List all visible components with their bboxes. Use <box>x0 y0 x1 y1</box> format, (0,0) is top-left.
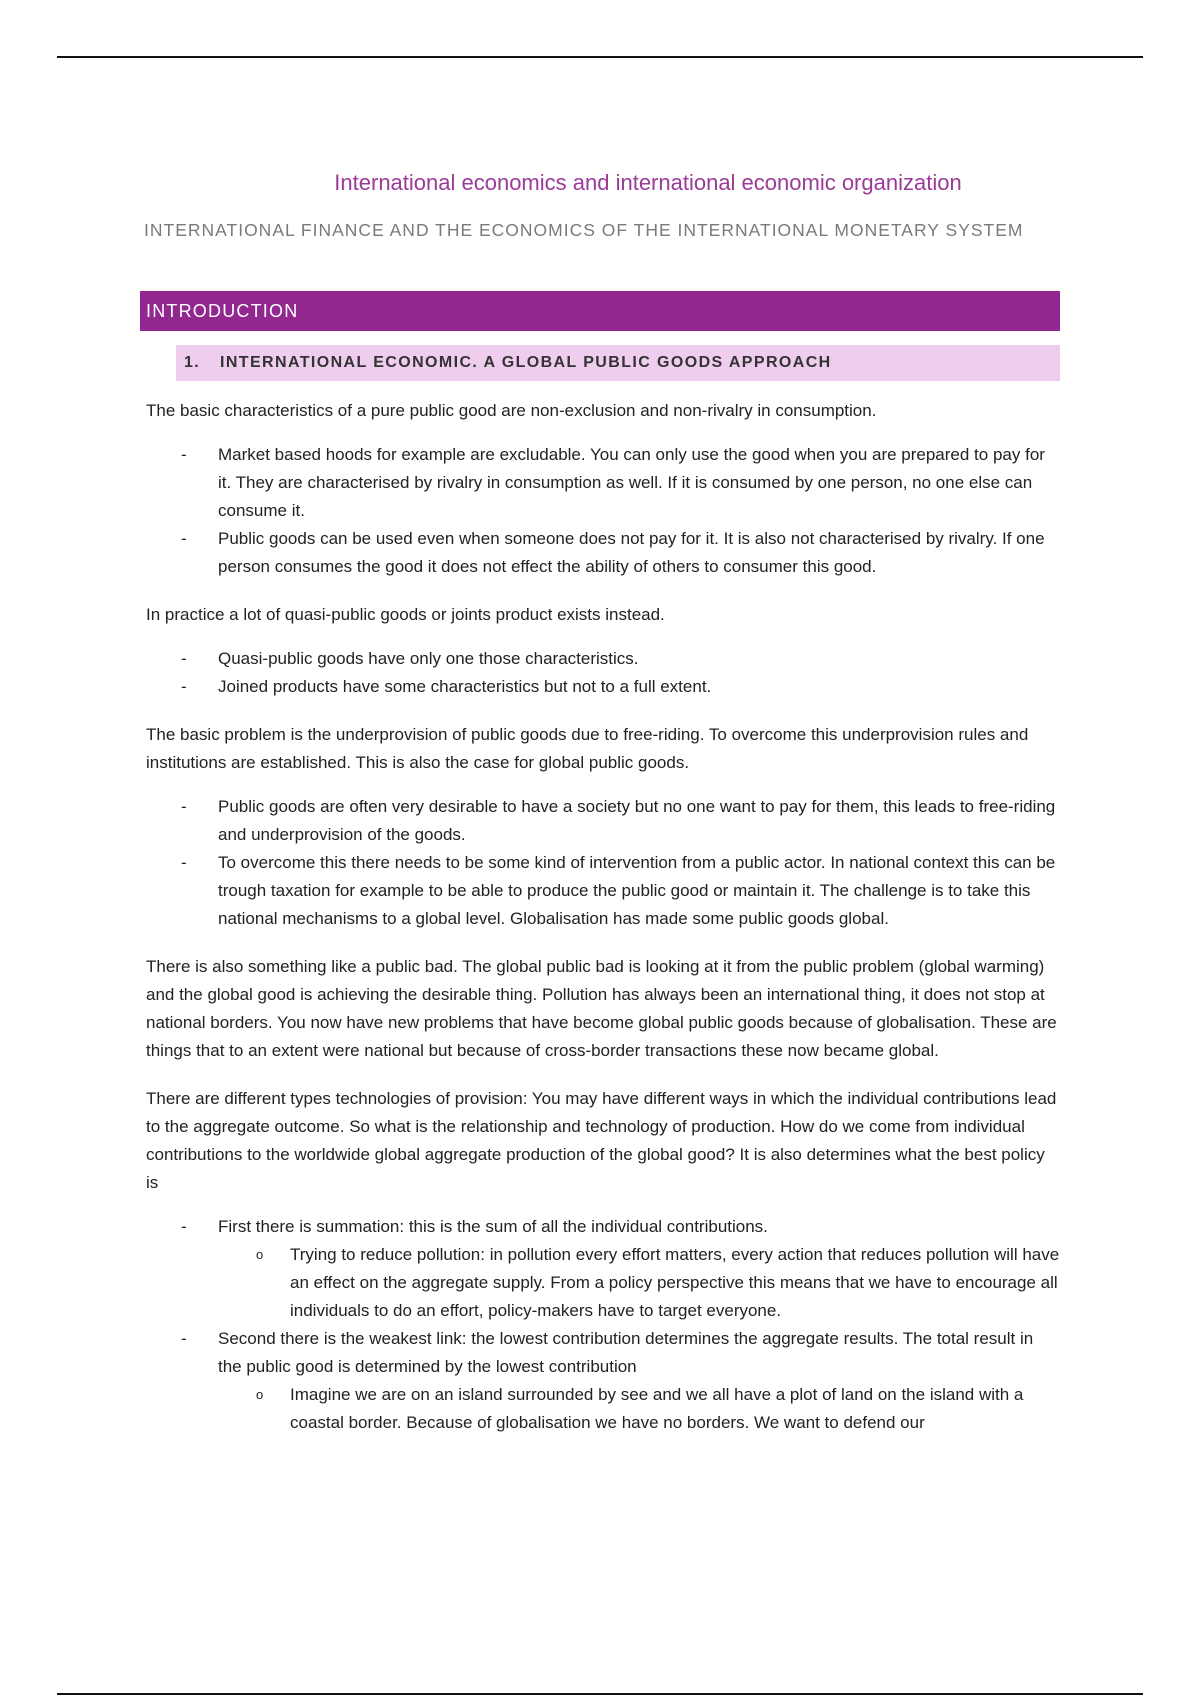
list-item: - Public goods can be used even when someone does not pay for it. It is also not characterised by rivalry. If one person consumes the good it does not effect the ability of others to consumer this good. <box>146 525 1060 581</box>
document-subtitle: INTERNATIONAL FINANCE AND THE ECONOMICS OF THE INTERNATIONAL MONETARY SYSTEM <box>144 220 1024 240</box>
sub-list <box>218 1381 1060 1437</box>
document-body <box>146 170 1060 1457</box>
bullet-list-4 <box>146 1213 1060 1437</box>
sub-list-item: o Trying to reduce pollution: in pollution every effort matters, every action that reduces pollution will have an effect on the aggregate supply. From a policy perspective this means that we have to encourage all individuals to do an effort, policy-makers have to target everyone. <box>218 1241 1060 1325</box>
heading-section-1 <box>176 345 1060 381</box>
paragraph-5: There are different types technologies of provision: You may have different ways in which the individual contributions lead to the aggregate outcome. So what is the relationship and technology of production. How do we come from individual contributions to the worldwide global aggregate production of the global good? It is also determines what the best policy is <box>146 1089 1057 1192</box>
sub-list <box>218 1241 1060 1325</box>
circle-marker: o <box>256 1247 264 1262</box>
document-title: International economics and international economic organization <box>334 170 962 195</box>
list-item: - Second there is the weakest link: the lowest contribution determines the aggregate results. The total result in the public good is determined by the lowest contribution o Imagine we are on an island surrounded by see and we all have a plot of land on the island with a coastal border. Because of globalisation we have no borders. We want to defend our <box>146 1325 1060 1437</box>
list-item: - Market based hoods for example are excludable. You can only use the good when you are prepared to pay for it. They are characterised by rivalry in consumption as well. If it is consumed by one person, no one else can consume it. <box>146 441 1060 525</box>
list-item: - Quasi-public goods have only one those characteristics. <box>146 645 1060 673</box>
heading-introduction: INTRODUCTION <box>140 291 1060 331</box>
section-title: INTERNATIONAL ECONOMIC. A GLOBAL PUBLIC GOODS APPROACH <box>220 354 832 371</box>
paragraph-4: There is also something like a public bad. The global public bad is looking at it from the public problem (global warming) and the global good is achieving the desirable thing. Pollution has always been an international thing, it does not stop at national borders. You now have new problems that have become global public goods because of globalisation. These are things that to an extent were national but because of cross-border transactions these now became global. <box>146 957 1057 1060</box>
bullet-list-1 <box>146 441 1060 581</box>
list-item: - First there is summation: this is the sum of all the individual contributions. o Trying to reduce pollution: in pollution every effort matters, every action that reduces pollution will have an effect on the aggregate supply. From a policy perspective this means that we have to encourage all individuals to do an effort, policy-makers have to target everyone. <box>146 1213 1060 1325</box>
dash-marker: - <box>181 677 187 696</box>
dash-marker: - <box>181 445 187 464</box>
paragraph-3: The basic problem is the underprovision of public goods due to free-riding. To overcome this underprovision rules and institutions are established. This is also the case for global public goods. <box>146 725 1029 772</box>
paragraph-1: The basic characteristics of a pure public good are non-exclusion and non-rivalry in consumption. <box>146 401 877 420</box>
dash-marker: - <box>181 1329 187 1348</box>
section-number: 1. <box>184 354 201 371</box>
list-item: - Public goods are often very desirable to have a society but no one want to pay for them, this leads to free-riding and underprovision of the goods. <box>146 793 1060 849</box>
sub-list-item: o Imagine we are on an island surrounded by see and we all have a plot of land on the island with a coastal border. Because of globalisation we have no borders. We want to defend our <box>218 1381 1060 1437</box>
dash-marker: - <box>181 1217 187 1236</box>
dash-marker: - <box>181 649 187 668</box>
bottom-rule <box>57 1693 1143 1695</box>
dash-marker: - <box>181 797 187 816</box>
circle-marker: o <box>256 1387 264 1402</box>
list-item: - Joined products have some characteristics but not to a full extent. <box>146 673 1060 701</box>
paragraph-2: In practice a lot of quasi-public goods or joints product exists instead. <box>146 605 665 624</box>
bullet-list-3 <box>146 793 1060 933</box>
dash-marker: - <box>181 853 187 872</box>
bullet-list-2 <box>146 645 1060 701</box>
list-item: - To overcome this there needs to be some kind of intervention from a public actor. In national context this can be trough taxation for example to be able to produce the public good or maintain it. The challenge is to take this national mechanisms to a global level. Globalisation has made some public goods global. <box>146 849 1060 933</box>
top-rule <box>57 56 1143 58</box>
dash-marker: - <box>181 529 187 548</box>
